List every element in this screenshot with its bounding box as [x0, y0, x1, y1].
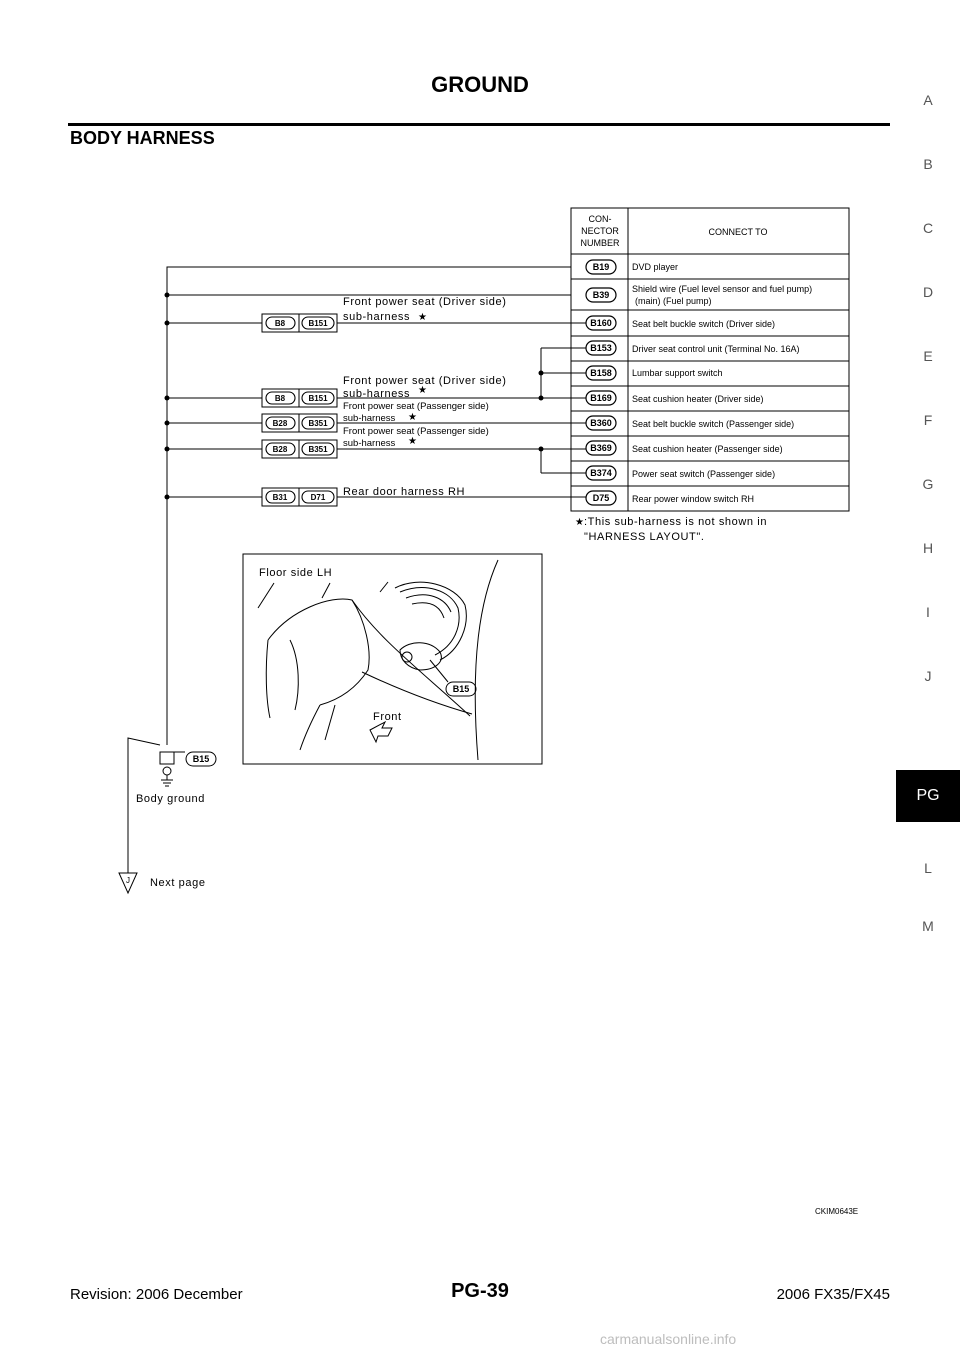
star-mark: ★: [408, 412, 417, 423]
badge-text: B160: [590, 318, 612, 328]
connect-to-text: Rear power window switch RH: [632, 494, 755, 504]
next-page-mark: J: [126, 876, 130, 885]
badge-text: B153: [590, 343, 612, 353]
tab-m[interactable]: M: [922, 918, 934, 934]
tab-a[interactable]: A: [923, 92, 933, 108]
joint-from-label: B28: [272, 419, 288, 428]
footnote-line2: "HARNESS LAYOUT".: [584, 531, 705, 543]
connect-to-text: Shield wire (Fuel level sensor and fuel pump): [632, 284, 813, 294]
tab-h[interactable]: H: [922, 540, 934, 556]
badge-text: D75: [592, 493, 610, 503]
ground-label: Body ground: [136, 793, 205, 805]
sub-harness-label: sub-harness: [343, 311, 411, 323]
badge-text: B374: [590, 468, 612, 478]
ground-wires: [128, 267, 586, 873]
joint-from-label: B28: [272, 445, 288, 454]
star-mark: ★: [418, 385, 427, 396]
next-page-label[interactable]: Next page: [150, 877, 206, 889]
connector-table: [571, 208, 849, 511]
connect-to-text: Driver seat control unit (Terminal No. 16A): [632, 344, 800, 354]
badge-text: B360: [590, 418, 612, 428]
tab-pg-active[interactable]: PG: [896, 770, 960, 822]
inset-direction-label: Front: [373, 711, 402, 723]
connect-to-text: Seat cushion heater (Driver side): [632, 394, 764, 404]
header-connector-line2: NECTOR: [581, 226, 619, 236]
badge-text: B39: [592, 290, 610, 300]
joint-from-label: B8: [274, 319, 286, 328]
footnote-line1: :This sub-harness is not shown in: [584, 516, 768, 528]
joint-to-label: B351: [308, 445, 328, 454]
badge-text: B19: [592, 262, 610, 272]
sub-harness-label: Front power seat (Passenger side): [343, 426, 489, 437]
sub-harness-label: Front power seat (Driver side): [343, 296, 507, 308]
tab-d[interactable]: D: [922, 284, 934, 300]
connect-to-text: Seat cushion heater (Passenger side): [632, 444, 783, 454]
floor-illustration: [258, 560, 498, 760]
joint-to-label: B151: [308, 394, 328, 403]
inset-connector-label: B15: [452, 684, 470, 694]
connect-to-text: Seat belt buckle switch (Passenger side): [632, 419, 795, 429]
joint-from-label: B8: [274, 394, 286, 403]
connect-to-text: DVD player: [632, 262, 679, 272]
footer-revision: Revision: 2006 December: [70, 1286, 243, 1303]
header-connector-line1: CON-: [588, 214, 612, 224]
connect-to-text: Power seat switch (Passenger side): [632, 469, 776, 479]
tab-b[interactable]: B: [923, 156, 933, 172]
figure-code: CKIM0643E: [815, 1207, 859, 1216]
connect-to-text: Seat belt buckle switch (Driver side): [632, 319, 776, 329]
star-mark: ★: [408, 436, 417, 447]
joint-to-label: B151: [308, 319, 328, 328]
sub-harness-label: sub-harness: [343, 438, 396, 449]
tab-g[interactable]: G: [922, 476, 934, 492]
connect-to-text: (main) (Fuel pump): [635, 296, 712, 306]
inset-location-label: Floor side LH: [259, 567, 333, 579]
footer-page-number: PG-39: [451, 1280, 509, 1302]
location-inset: [243, 554, 542, 764]
star-mark: ★: [418, 312, 427, 323]
tab-c[interactable]: C: [922, 220, 934, 236]
badge-text: B369: [590, 443, 612, 453]
badge-text: B158: [590, 368, 612, 378]
joint-from-label: B31: [272, 493, 288, 502]
badge-text: B169: [590, 393, 612, 403]
tab-l[interactable]: L: [924, 860, 932, 876]
joint-to-label: D71: [310, 493, 326, 502]
connect-to-text: Lumbar support switch: [632, 368, 723, 378]
tab-f[interactable]: F: [923, 412, 933, 428]
ground-connector-label: B15: [192, 754, 210, 764]
page-title: GROUND: [431, 72, 529, 97]
joint-to-label: B351: [308, 419, 328, 428]
watermark: carmanualsonline.info: [600, 1331, 737, 1347]
footnote-star: ★: [575, 517, 584, 528]
sub-harness-label: Front power seat (Passenger side): [343, 401, 489, 412]
section-heading: BODY HARNESS: [70, 128, 215, 148]
sub-harness-label: Rear door harness RH: [343, 486, 466, 498]
sub-harness-label: sub-harness: [343, 413, 396, 424]
tab-i[interactable]: I: [926, 604, 930, 620]
footer-model: 2006 FX35/FX45: [776, 1286, 890, 1303]
tab-j[interactable]: J: [924, 668, 932, 684]
header-connector-line3: NUMBER: [580, 238, 620, 248]
sub-harness-label: sub-harness: [343, 388, 411, 400]
header-connect-to: CONNECT TO: [708, 227, 768, 237]
tab-e[interactable]: E: [923, 348, 933, 364]
sub-harness-label: Front power seat (Driver side): [343, 375, 507, 387]
